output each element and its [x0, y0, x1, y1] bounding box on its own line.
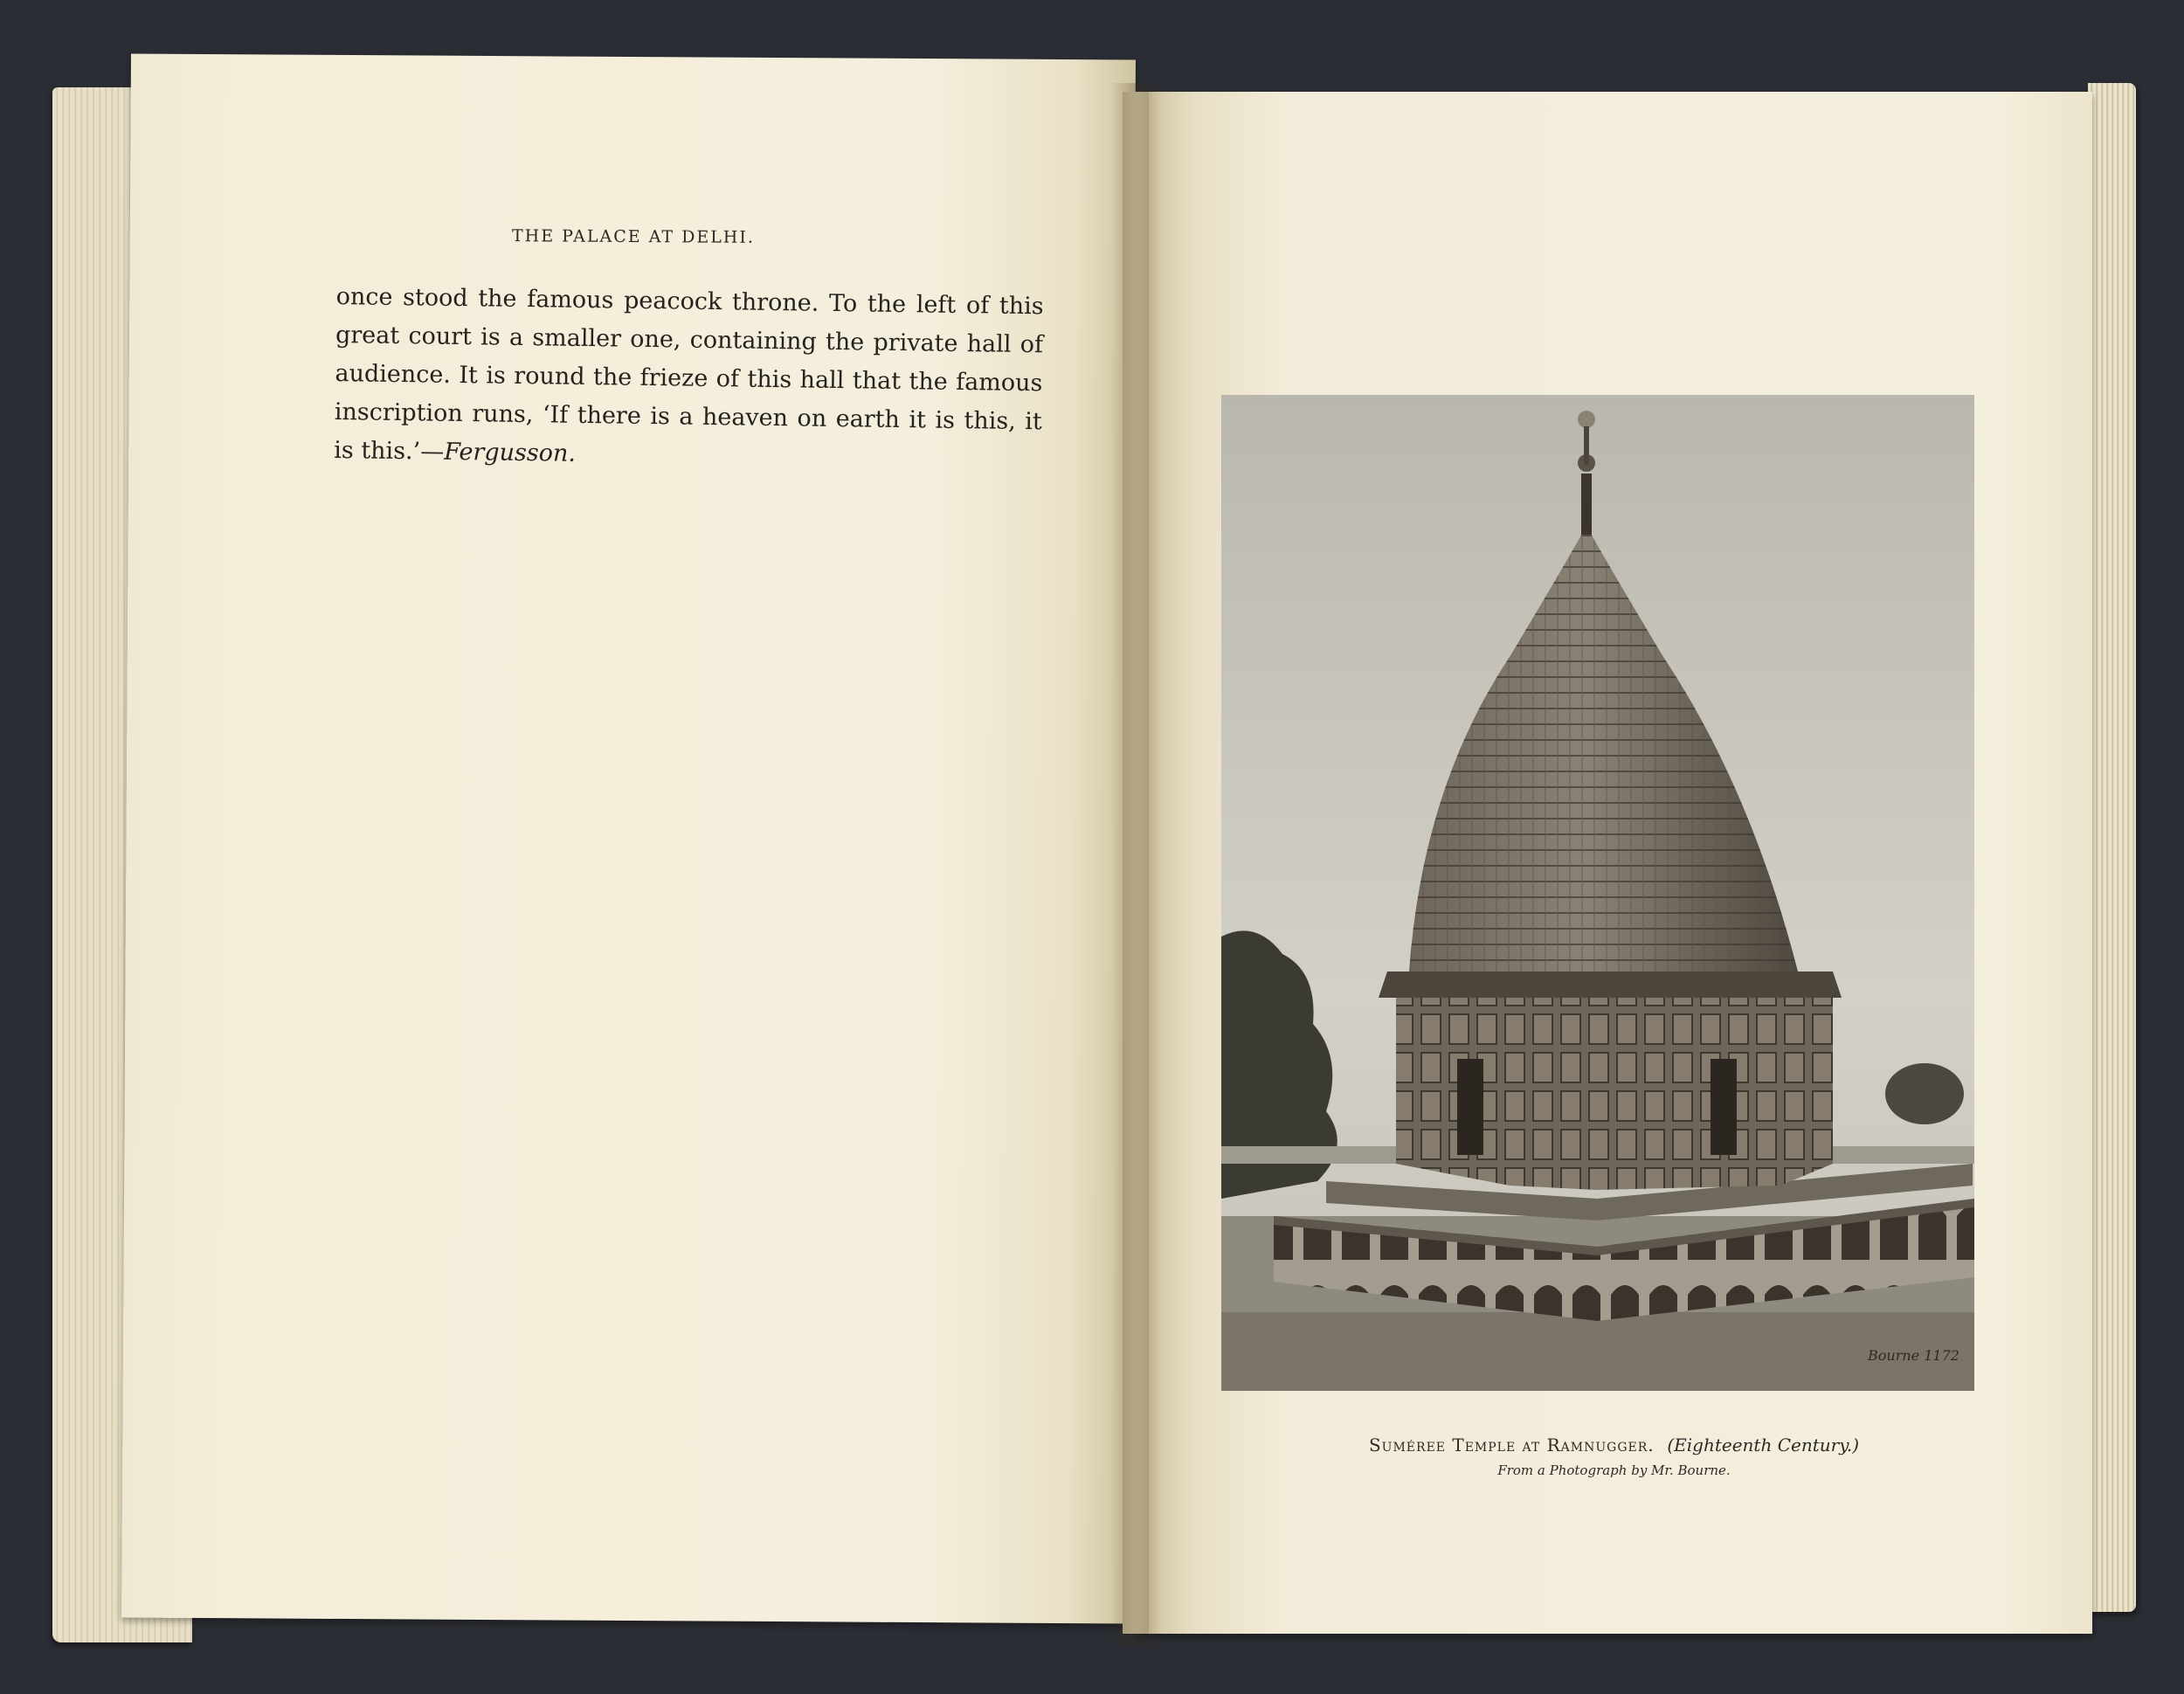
caption-title-line	[1136, 1435, 2092, 1455]
paragraph-text: once stood the famous peacock throne. To the left of this great court is a smaller one, containing the private hall of audience. It is round the frieze of this hall that the famous inscription runs, ‘If there is a heaven on earth it is this, it is this.’—	[334, 282, 1044, 466]
caption-period: (Eighteenth Century.)	[1667, 1435, 1860, 1455]
photo-signature: Bourne 1172	[1868, 1347, 1959, 1364]
body-paragraph	[334, 278, 1044, 480]
temple-photograph	[1221, 395, 1974, 1391]
temple-illustration	[1221, 395, 1974, 1391]
spine-shadow	[1109, 83, 1162, 1647]
attribution: Fergusson.	[443, 438, 577, 467]
plate-caption	[1136, 1435, 2092, 1478]
running-head: THE PALACE AT DELHI.	[511, 226, 756, 247]
caption-credit: From a Photograph by Mr. Bourne.	[1497, 1462, 1731, 1478]
right-page-edges	[2088, 83, 2136, 1612]
caption-title: Suméree Temple at Ramnugger.	[1368, 1435, 1655, 1455]
